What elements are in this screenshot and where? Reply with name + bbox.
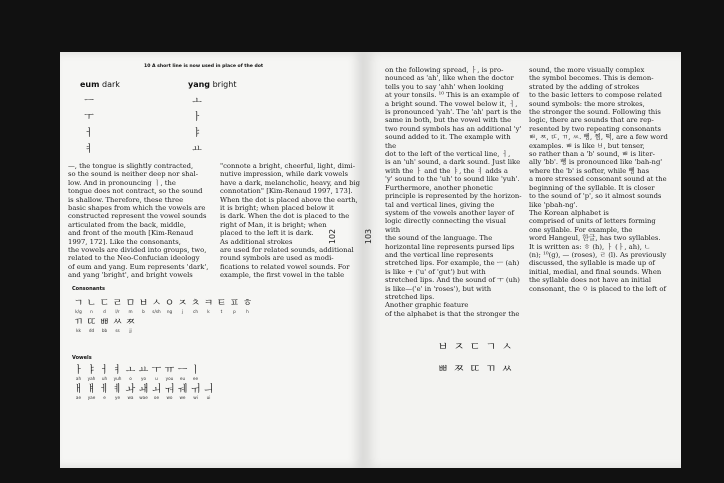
- double-consonant: ㅆ: [501, 362, 513, 375]
- vowel-roman: you: [165, 376, 174, 381]
- plain-consonant: ㅅ: [501, 340, 513, 353]
- vowels-table: [72, 365, 215, 401]
- plain-consonant: ㄱ: [485, 340, 497, 353]
- consonant-glyph: ㅃ: [99, 317, 110, 328]
- consonant-roman: m: [128, 309, 133, 314]
- consonant-roman: s/sh: [152, 309, 161, 314]
- bright-vowel-header: [188, 80, 236, 89]
- consonant-glyph: ㅂ: [138, 298, 149, 309]
- vowel-roman: yo: [140, 376, 147, 381]
- vowel-roman: wi: [193, 395, 198, 400]
- vowel-glyph: ㅞ: [177, 384, 188, 395]
- vowel-glyph: ㅛ: [138, 365, 149, 376]
- vowel-glyph: ㅏ: [73, 365, 84, 376]
- vowel-roman: ae: [75, 395, 82, 400]
- consonant-roman: jj: [129, 328, 132, 333]
- vowel-roman: eu: [179, 376, 186, 381]
- bright-vowel: ㅏ: [192, 112, 202, 123]
- vowel-roman: e: [103, 395, 106, 400]
- plain-consonant-row: [435, 338, 515, 354]
- consonant-roman: b: [142, 309, 145, 314]
- consonant-glyph: ㅍ: [229, 298, 240, 309]
- page-number-left: 102: [328, 228, 338, 245]
- page-number-right: 103: [364, 228, 374, 245]
- dark-label: dark: [102, 80, 120, 89]
- consonant-glyph: ㅎ: [242, 298, 253, 309]
- consonant-roman: k: [207, 309, 210, 314]
- consonants-label: Consonants: [72, 286, 105, 292]
- vowel-glyph: ㅣ: [190, 365, 201, 376]
- vowel-roman: we: [179, 395, 186, 400]
- consonant-glyph: ㄹ: [112, 298, 123, 309]
- consonant-glyph: ㅋ: [203, 298, 214, 309]
- consonants-table: [72, 298, 254, 334]
- double-consonant: ㅃ: [437, 362, 449, 375]
- double-consonant: ㄸ: [469, 362, 481, 375]
- consonant-glyph: ㅆ: [112, 317, 123, 328]
- consonant-roman: j: [181, 309, 184, 314]
- consonant-glyph: ㄱ: [73, 298, 84, 309]
- vowels-label: Vowels: [72, 355, 92, 361]
- vowel-row-2: [72, 384, 215, 395]
- vowel-glyph: ㅖ: [112, 384, 123, 395]
- consonant-roman-row-2: [72, 328, 254, 334]
- dark-vowel-header: [80, 80, 120, 89]
- vowel-glyph: ㅕ: [112, 365, 123, 376]
- consonant-glyph: ㅁ: [125, 298, 136, 309]
- consonant-roman: bb: [101, 328, 108, 333]
- consonant-glyph: ㄸ: [86, 317, 97, 328]
- consonant-roman: k/g: [75, 309, 82, 314]
- vowel-glyph: ㅓ: [99, 365, 110, 376]
- vowel-glyph: ㅗ: [125, 365, 136, 376]
- left-page: [60, 52, 363, 468]
- vowel-row-1: [72, 365, 215, 376]
- vowel-roman: wa: [127, 395, 134, 400]
- consonant-roman: n: [90, 309, 93, 314]
- dark-vowel: ㅓ: [84, 128, 94, 139]
- dark-vowel: ㅜ: [84, 112, 94, 123]
- body-text-column-2: sound, the more visually complex the symbol becomes. This is demon- strated by the adding of strokes to the basic letters to compose related sound symbols: the more strokes, the stronger the sound. Following this logic, there are sounds that are rep- resented by two repeating consonants ㅃ, ㅉ, ㄸ, ㄲ, ㅆ. 뻥, 찜, 떡, are a few word examples. ㅃ is like ㅂ, but tenser, so rather than a 'b' sound, ㅃ is liter- ally 'bb'. 뻥 is pronounced like 'bah-ng' where the 'b' is softer, while 뻥 has a more stressed consonant sound at the beginning of the syllable. It is closer to the sound of 'p', so it almost sounds like 'pbah-ng'. The Korean alphabet is comprised of units of letters forming one syllable. For example, the word Hangeul, 한글, has two syllables. It is written as: ㅎ (h), ㅏ (ㅏ, ah), ㄴ (n); ¹⁰(g), — (roses), ㄹ (l). As previously discussed, the syllable is made up of initial, medial, and final sounds. When the syllable does not have an initial consonant, the ㅇ is placed to the left of: [529, 66, 668, 293]
- bright-vowel: ㅗ: [192, 96, 202, 107]
- right-page: [363, 52, 681, 468]
- vowel-roman: ah: [75, 376, 82, 381]
- vowel-glyph: ㅚ: [151, 384, 162, 395]
- vowel-glyph: ㅑ: [86, 365, 97, 376]
- consonant-glyph: ㅉ: [125, 317, 136, 328]
- vowel-glyph: ㅙ: [138, 384, 149, 395]
- vowel-roman: yuh: [113, 376, 122, 381]
- vowel-roman: ee: [192, 376, 199, 381]
- vowel-roman-row-2: [72, 395, 215, 401]
- vowel-glyph: ㅟ: [190, 384, 201, 395]
- vowel-roman: wo: [166, 395, 173, 400]
- dark-hangul: eum: [80, 80, 100, 89]
- bright-vowel-column: [190, 94, 204, 158]
- vowel-roman: o: [129, 376, 132, 381]
- vowel-glyph: ㅘ: [125, 384, 136, 395]
- consonant-glyph: ㅊ: [190, 298, 201, 309]
- consonant-glyph: ㅇ: [164, 298, 175, 309]
- vowel-roman: u: [155, 376, 158, 381]
- consonant-glyph: ㄲ: [73, 317, 84, 328]
- vowel-glyph: ㅝ: [164, 384, 175, 395]
- vowel-glyph: ㅠ: [164, 365, 175, 376]
- double-consonant: ㄲ: [485, 362, 497, 375]
- consonant-roman: ng: [166, 309, 173, 314]
- vowel-roman: wae: [139, 395, 148, 400]
- consonant-roman: ss: [115, 328, 120, 333]
- dark-vowel-column: [82, 94, 96, 158]
- double-consonant-row: [435, 360, 515, 376]
- dark-vowel: ㅡ: [84, 96, 94, 107]
- consonant-roman: ch: [193, 309, 198, 314]
- consonant-glyph: ㅌ: [216, 298, 227, 309]
- vowel-glyph: ㅜ: [151, 365, 162, 376]
- vowel-roman: yah: [87, 376, 96, 381]
- consonant-roman: kk: [76, 328, 81, 333]
- plain-consonant: ㄷ: [469, 340, 481, 353]
- vowel-glyph: ㅒ: [86, 384, 97, 395]
- vowel-glyph: ㅢ: [203, 384, 214, 395]
- consonant-glyph: ㅈ: [177, 298, 188, 309]
- plain-consonant: ㅂ: [437, 340, 449, 353]
- dark-vowel: ㅕ: [84, 144, 94, 155]
- consonant-roman: h: [246, 309, 249, 314]
- figure-caption: 10 A short line is now used in place of the dot: [144, 64, 264, 69]
- body-text-column-1: on the following spread, ㅏ, is pro- nounced as 'ah', like when the doctor tells you to say 'ahh' when looking at your tonsils. ¹⁰ This is an example of a bright sound. The vowel below it, ㅓ, is pronounced 'yah'. The 'ah' part is the same in both, but the vowel with the two round symbols has an additional 'y' sound added to it. The example with the dot to the left of the vertical line, ㅓ, is an 'uh' sound, a dark sound. Just like with the ㅏ and the ㅑ, the ㅕ adds a 'y' sound to the 'uh' to sound like 'yuh'. Furthermore, another phonetic principle is represented by the horizon- tal and vertical lines, giving the system of the vowels another layer of logic directly connecting the visual with the sound of the language. The horizontal line represents pursed lips and the vertical line represents stretched lips. For example, the ㅡ (ah) is like + ('u' of 'gut') but with stretched lips. And the sound of ㅜ (uh) is like—('e' in 'roses'), but with stretched lips. Another graphic feature of the alphabet is that the stronger the: [385, 66, 522, 318]
- vowel-roman: ye: [114, 395, 121, 400]
- vowel-glyph: ㅐ: [73, 384, 84, 395]
- consonant-roman: l/r: [115, 309, 120, 314]
- vowel-glyph: ㅡ: [177, 365, 188, 376]
- bright-label: bright: [212, 80, 237, 89]
- consonant-roman: d: [103, 309, 106, 314]
- vowel-roman: uh: [101, 376, 108, 381]
- consonant-pairs-figure: [435, 338, 515, 376]
- vowel-roman-row-1: [72, 376, 215, 382]
- body-text-column-2: "connote a bright, cheerful, light, dimi- nutive impression, while dark vowels have a dark, melancholic, heavy, and big connotation" [Kim-Renaud 1997, 173]. When the dot is placed above the earth, it is bright; when placed below it is dark. When the dot is placed to the right of Man, it is bright; when placed to the left it is dark. As additional strokes are used for related sounds, additional round symbols are used as modi- fications to related vowel sounds. For example, the first vowel in the table: [220, 162, 360, 280]
- consonant-glyph: ㅅ: [151, 298, 162, 309]
- bright-hangul: yang: [188, 80, 211, 89]
- consonant-roman: t: [220, 309, 223, 314]
- consonant-row-1: [72, 298, 254, 309]
- consonant-glyph: ㄷ: [99, 298, 110, 309]
- consonant-row-2: [72, 317, 254, 328]
- vowel-roman: ui: [206, 395, 211, 400]
- consonant-glyph: ㄴ: [86, 298, 97, 309]
- consonant-roman: p: [233, 309, 236, 314]
- consonant-roman-row-1: [72, 309, 254, 315]
- vowel-roman: yae: [87, 395, 96, 400]
- consonant-roman: dd: [88, 328, 95, 333]
- plain-consonant: ㅈ: [453, 340, 465, 353]
- bright-vowel: ㅑ: [192, 128, 202, 139]
- vowel-roman: oe: [153, 395, 160, 400]
- body-text-column-1: —, the tongue is slightly contracted, so the sound is neither deep nor shal- low. And in pronouncing ㅣ, the tongue does not contract, so the sound is shallow. Therefore, these three basic shapes from which the vowels are constructed represent the vowel sounds articulated from the back, middle, and front of the mouth [Kim-Renaud 1997, 172]. Like the consonants, the vowels are divided into groups, two, related to the Neo-Confucian ideology of eum and yang. Eum represents 'dark', and yang 'bright', and bright vowels: [68, 162, 209, 280]
- double-consonant: ㅉ: [453, 362, 465, 375]
- vowel-glyph: ㅔ: [99, 384, 110, 395]
- bright-vowel: ㅛ: [192, 144, 202, 155]
